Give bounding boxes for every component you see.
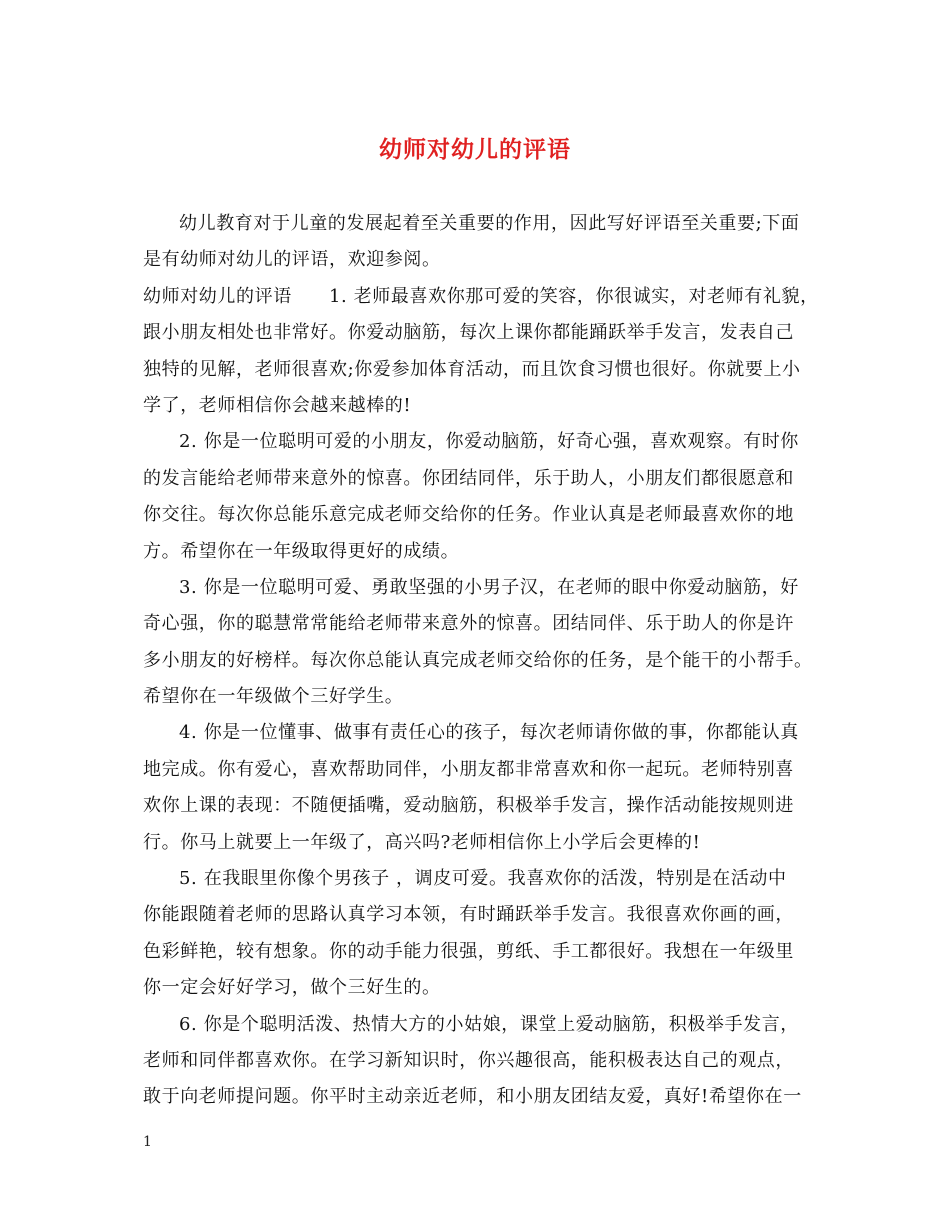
document-body: [143, 206, 825, 1116]
text-line: 幼儿教育对于儿童的发展起着至关重要的作用，因此写好评语至关重要;下面: [179, 213, 800, 234]
text-line: 6. 你是个聪明活泼、热情大方的小姑娘，课堂上爱动脑筋，积极举手发言，: [179, 1013, 799, 1035]
page-number: 1: [143, 1134, 152, 1150]
text-line: 4. 你是一位懂事、做事有责任心的孩子，每次老师请你做的事，你都能认真: [179, 722, 799, 744]
text-line: 独特的见解，老师很喜欢;你爱参加体育活动，而且饮食习惯也很好。你就要上小: [143, 358, 801, 380]
text-line: 行。你马上就要上一年级了，高兴吗?老师相信你上小学后会更棒的!: [143, 831, 701, 853]
text-line: 欢你上课的表现：不随便插嘴，爱动脑筋，积极举手发言，操作活动能按规则进: [143, 795, 794, 817]
text-line: 你交往。每次你总能乐意完成老师交给你的任务。作业认真是老师最喜欢你的地: [143, 504, 794, 526]
text-line: 奇心强，你的聪慧常常能给老师带来意外的惊喜。团结同伴、乐于助人的你是许: [143, 613, 794, 635]
text-line: 5. 在我眼里你像个男孩子 ，调皮可爱。我喜欢你的活泼，特别是在活动中: [179, 868, 787, 890]
text-line: 幼师对幼儿的评语 1. 老师最喜欢你那可爱的笑容，你很诚实，对老师有礼貌，: [143, 285, 819, 307]
text-line: 方。希望你在一年级取得更好的成绩。: [143, 540, 460, 562]
text-line: 是有幼师对幼儿的评语，欢迎参阅。: [143, 249, 441, 271]
text-line: 学了，老师相信你会越来越棒的!: [143, 394, 412, 416]
text-line: 希望你在一年级做个三好学生。: [143, 686, 404, 708]
text-line: 跟小朋友相处也非常好。你爱动脑筋，每次上课你都能踊跃举手发言，发表自己: [143, 322, 794, 344]
text-line: 地完成。你有爱心，喜欢帮助同伴，小朋友都非常喜欢和你一起玩。老师特别喜: [143, 758, 794, 780]
text-line: 的发言能给老师带来意外的惊喜。你团结同伴，乐于助人，小朋友们都很愿意和: [143, 467, 794, 489]
text-line: 3. 你是一位聪明可爱、勇敢坚强的小男子汉，在老师的眼中你爱动脑筋，好: [179, 576, 799, 598]
document-title: 幼师对幼儿的评语: [379, 136, 571, 163]
text-line: 2. 你是一位聪明可爱的小朋友，你爱动脑筋，好奇心强，喜欢观察。有时你: [179, 431, 799, 453]
text-line: 色彩鲜艳，较有想象。你的动手能力很强，剪纸、手工都很好。我想在一年级里: [143, 940, 794, 962]
text-line: 敢于向老师提问题。你平时主动亲近老师，和小朋友团结友爱，真好!希望你在一: [143, 1086, 802, 1108]
text-line: 你一定会好好学习，做个三好生的。: [143, 977, 441, 999]
text-line: 多小朋友的好榜样。每次你总能认真完成老师交给你的任务，是个能干的小帮手。: [143, 649, 813, 671]
text-line: 老师和同伴都喜欢你。在学习新知识时，你兴趣很高，能积极表达自己的观点，: [143, 1049, 794, 1071]
text-line: 你能跟随着老师的思路认真学习本领，有时踊跃举手发言。我很喜欢你画的画，: [143, 904, 794, 926]
